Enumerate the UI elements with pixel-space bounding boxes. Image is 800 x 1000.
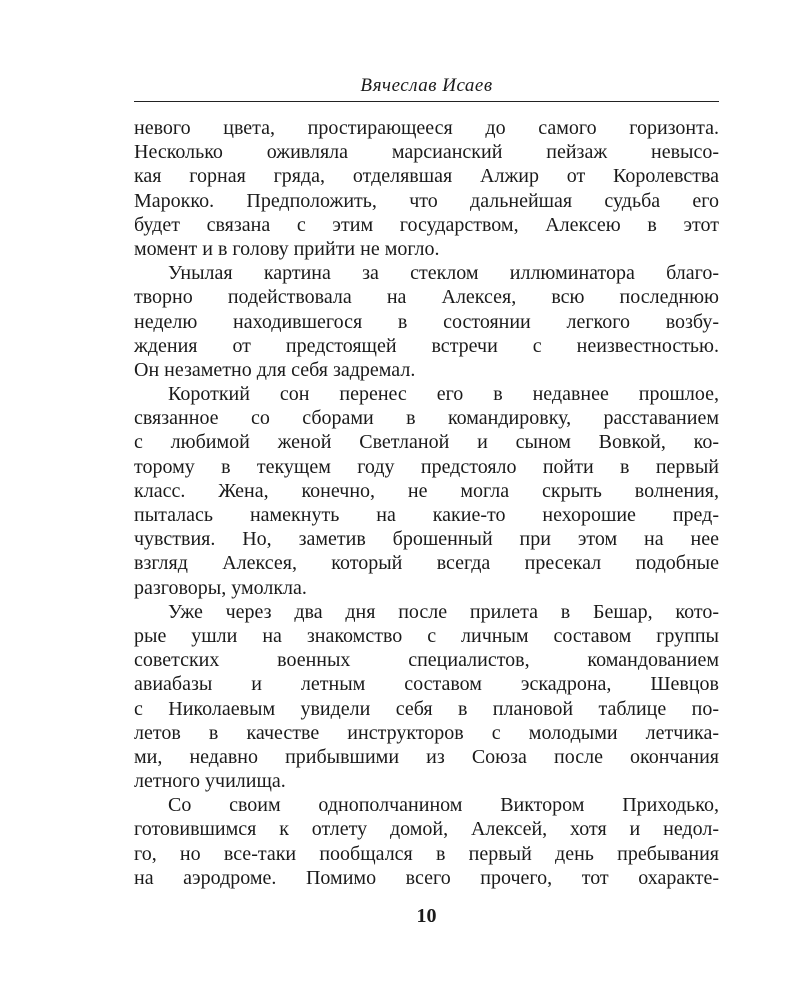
text-line: невого цвета, простирающееся до самого горизонта. [134, 117, 719, 139]
text-line: с Николаевым увидели себя в плановой таблице по- [134, 697, 719, 720]
text-line: разговоры, умолкла. [134, 576, 307, 599]
text-line: на аэродроме. Помимо всего прочего, тот охаракте- [134, 866, 719, 889]
running-head-author: Вячеслав Исаев [360, 75, 493, 96]
text-line: Марокко. Предположить, что дальнейшая судьба его [134, 189, 719, 212]
text-line: момент и в голову прийти не могло. [134, 237, 440, 260]
text-line: Несколько оживляла марсианский пейзаж невысо- [134, 141, 719, 164]
text-line: летного училища. [134, 770, 286, 793]
text-line: Со своим однополчанином Виктором Приходько, [168, 794, 719, 817]
text-line: го, но все-таки пообщался в первый день пребывания [134, 842, 719, 865]
text-line: авиабазы и летным составом эскадрона, Шевцов [134, 673, 719, 696]
text-line: Уже через два дня после прилета в Бешар, кото- [168, 600, 719, 623]
text-line: взгляд Алексея, который всегда пресекал подобные [134, 552, 719, 575]
body-text [134, 116, 719, 890]
text-line: класс. Жена, конечно, не могла скрыть волнения, [134, 479, 719, 502]
text-line: чувствия. Но, заметив брошенный при этом на нее [134, 528, 719, 551]
text-line: будет связана с этим государством, Алексею в этот [134, 213, 719, 236]
text-line: с любимой женой Светланой и сыном Вовкой, ко- [134, 431, 719, 454]
text-line: торому в текущем году предстояло пойти в первый [134, 455, 719, 478]
text-line: готовившимся к отлету домой, Алексей, хотя и недол- [134, 818, 719, 841]
text-line: связанное со сборами в командировку, расставанием [134, 407, 719, 430]
page-number: 10 [416, 905, 437, 927]
text-line: рые ушли на знакомство с личным составом группы [134, 624, 719, 647]
text-line: творно подействовала на Алексея, всю последнюю [134, 286, 719, 309]
text-line: ми, недавно прибывшими из Союза после окончания [134, 745, 719, 768]
text-line: ждения от предстоящей встречи с неизвестностью. [134, 334, 719, 357]
text-line: Он незаметно для себя задремал. [134, 358, 416, 381]
text-line: кая горная гряда, отделявшая Алжир от Королевства [134, 165, 719, 188]
text-line: летов в качестве инструкторов с молодыми летчика- [134, 721, 719, 744]
text-line: советских военных специалистов, командованием [134, 649, 719, 672]
text-line: пыталась намекнуть на какие-то нехорошие пред- [134, 504, 719, 526]
header-rule [134, 101, 719, 102]
text-line: Короткий сон перенес его в недавнее прошлое, [168, 383, 719, 406]
text-line: Унылая картина за стеклом иллюминатора благо- [168, 262, 719, 285]
text-line: неделю находившегося в состоянии легкого возбу- [134, 310, 719, 333]
